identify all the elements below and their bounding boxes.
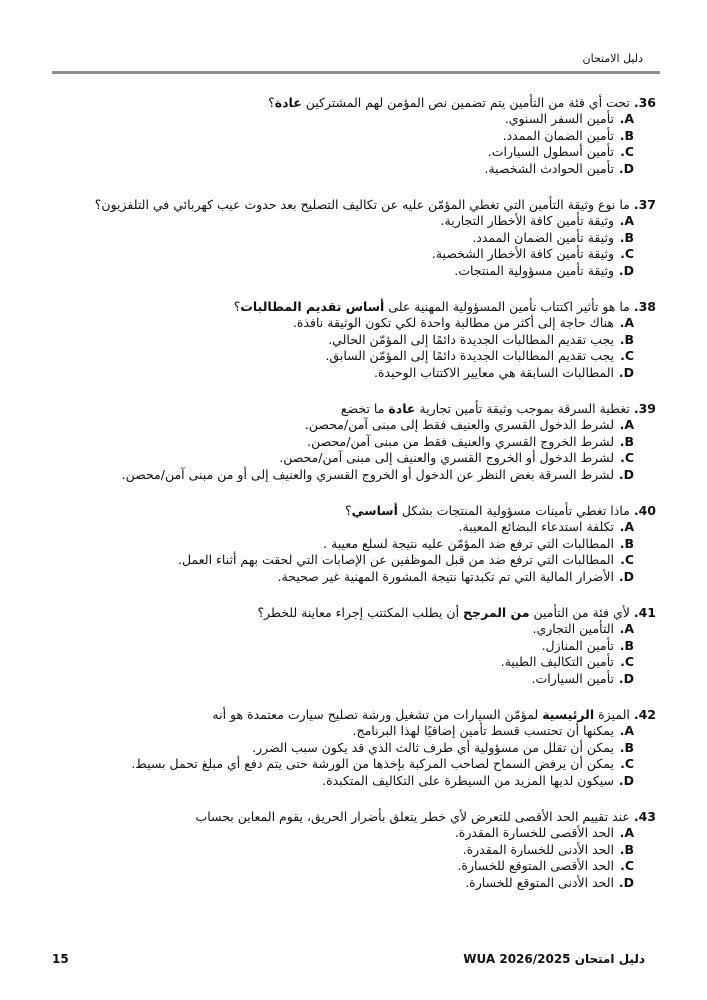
option-text: تأمين الحوادث الشخصية. <box>484 160 615 176</box>
question-text <box>195 809 629 824</box>
question-number: 41. <box>633 605 656 620</box>
option-letter: A. <box>619 519 634 534</box>
option-text: وثيقة تأمين مسؤولية المنتجات. <box>454 262 615 278</box>
option-text: يجب تقديم المطالبات الجديدة دائمًا إلى المؤمّن الحالي. <box>328 331 615 347</box>
option-text: التأمين التجاري. <box>532 621 615 636</box>
option-text: يمكن أن تقلل من مسؤولية أي طرف ثالث الذي قد يكون سبب الضرر. <box>252 739 615 755</box>
question-text-part: لأي فئة من التأمين <box>529 605 630 620</box>
question-number: 42. <box>633 707 656 722</box>
question-text <box>234 299 630 314</box>
option-text: وثيقة تأمين كافة الأخطار التجارية. <box>440 213 615 228</box>
option-letter: D. <box>618 364 634 380</box>
question-stem <box>48 706 656 723</box>
answer-options <box>48 417 656 483</box>
answer-options <box>48 723 656 789</box>
question-emphasis: من المرجح <box>463 605 530 620</box>
option-text: يمكن أن يرفض السماح لصاحب المركبة بإخذها من الورشة حتى يتم دفع أي مبلغ تحمل بسيط. <box>131 756 615 771</box>
answer-option <box>48 671 634 688</box>
option-text: الحد الأقصى المتوقع للخسارة. <box>457 858 615 873</box>
answer-option <box>48 246 634 263</box>
question-emphasis: عادة <box>274 95 302 110</box>
option-letter: B. <box>619 739 634 755</box>
question-stem <box>48 400 656 417</box>
option-letter: A. <box>619 315 634 330</box>
questions-list <box>48 94 656 910</box>
question-text <box>212 707 629 722</box>
running-header: دليل الامتحان <box>582 52 643 65</box>
option-letter: D. <box>618 568 634 584</box>
option-letter: A. <box>619 111 634 126</box>
question-text-part: ؟ <box>268 95 275 110</box>
answer-option <box>48 842 634 859</box>
option-text: تأمين السفر السنوي. <box>504 111 615 126</box>
answer-option <box>48 552 634 569</box>
question-text-part: ؟ <box>233 299 241 314</box>
answer-option <box>48 519 634 536</box>
option-text: يمكنها أن تحتسب قسط تأمين إضافيًا لهذا البرنامج. <box>352 723 615 738</box>
question-emphasis: أساسي <box>351 503 398 518</box>
question-text-part: الميزة <box>594 707 630 722</box>
option-text: المطالبات التي ترفع ضد المؤمّن عليه نتيجة لسلع معيبة . <box>323 535 615 551</box>
answer-option <box>48 536 634 553</box>
option-letter: D. <box>618 466 634 482</box>
question-item <box>48 94 656 177</box>
question-number: 38. <box>633 299 656 314</box>
answer-option <box>48 467 634 484</box>
answer-option <box>48 213 634 230</box>
question-text-part: عند تقييم الحد الأقصى للتعرض لأي خطر يتعلق بأضرار الحريق، يقوم المعاين بحساب <box>195 809 630 824</box>
question-stem <box>48 604 656 621</box>
option-text: تأمين السيارات. <box>531 670 615 686</box>
option-text: وثيقة تأمين كافة الأخطار الشخصية. <box>431 246 615 261</box>
question-item <box>48 604 656 687</box>
answer-option <box>48 723 634 740</box>
question-item <box>48 400 656 483</box>
answer-options <box>48 111 656 177</box>
answer-options <box>48 315 656 381</box>
answer-option <box>48 569 634 586</box>
question-stem <box>48 196 656 213</box>
answer-option <box>48 654 634 671</box>
answer-option <box>48 756 634 773</box>
question-text <box>345 503 630 518</box>
option-letter: B. <box>619 229 634 245</box>
answer-option <box>48 825 634 842</box>
answer-option <box>48 332 634 349</box>
option-letter: D. <box>618 262 634 278</box>
question-text <box>341 401 630 416</box>
answer-option <box>48 875 634 892</box>
answer-option <box>48 450 634 467</box>
answer-option <box>48 315 634 332</box>
option-letter: B. <box>619 841 634 857</box>
question-text <box>257 605 629 620</box>
option-letter: B. <box>619 637 634 653</box>
answer-options <box>48 213 656 279</box>
question-text-part: ما نوع وثيقة التأمين التي تغطي المؤمّن عليه عن تكاليف التصليح بعد حدوث عيب كهربائي في التلفزيون؟ <box>94 197 630 212</box>
question-stem <box>48 94 656 111</box>
question-item <box>48 196 656 279</box>
option-letter: C. <box>620 552 634 567</box>
option-letter: A. <box>619 417 634 432</box>
answer-option <box>48 638 634 655</box>
question-number: 36. <box>633 95 656 110</box>
header-divider <box>52 71 660 74</box>
footer-title: دليل امتحان WUA 2026/2025 <box>463 952 645 966</box>
option-text: لشرط السرقة بغض النظر عن الدخول أو الخروج القسري والعنيف إلى أو من مبنى آمن/محصن. <box>121 466 615 482</box>
question-stem <box>48 502 656 519</box>
question-number: 40. <box>633 503 656 518</box>
question-item <box>48 706 656 789</box>
option-text: تأمين الضمان الممدد. <box>502 127 615 143</box>
question-number: 37. <box>633 197 656 212</box>
option-text: الحد الأدنى للخسارة المقدرة. <box>462 841 615 857</box>
question-stem <box>48 298 656 315</box>
question-emphasis: عادة <box>388 401 416 416</box>
question-text-part: ؟ <box>345 503 352 518</box>
option-letter: D. <box>618 160 634 176</box>
question-text-part: ما هو تأثير اكتتاب تأمين المسؤولية المهنية على <box>384 299 630 314</box>
option-text: لشرط الدخول القسري والعنيف فقط إلى مبنى آمن/محصن. <box>304 417 615 432</box>
option-text: تأمين المنازل. <box>541 637 615 653</box>
option-text: لشرط الخروج القسري والعنيف فقط من مبنى آمن/محصن. <box>307 433 615 449</box>
option-letter: C. <box>620 858 634 873</box>
option-text: الأضرار المالية التي تم تكبدتها نتيجة المشورة المهنية غير صحيحة. <box>277 568 615 584</box>
answer-option <box>48 128 634 145</box>
option-letter: B. <box>619 535 634 551</box>
answer-options <box>48 825 656 891</box>
option-letter: C. <box>620 144 634 159</box>
option-letter: B. <box>619 331 634 347</box>
answer-option <box>48 263 634 280</box>
answer-option <box>48 858 634 875</box>
option-text: تكلفة استدعاء البضائع المعيبة. <box>458 519 615 534</box>
option-text: المطالبات التي ترفع ضد من قبل الموظفين عن الإصابات التي لحقت بهم أثناء العمل. <box>178 552 615 567</box>
question-text <box>268 95 630 110</box>
page-number: 15 <box>52 952 69 966</box>
answer-option <box>48 740 634 757</box>
option-text: تأمين التكاليف الطبية. <box>500 654 615 669</box>
answer-option <box>48 230 634 247</box>
answer-option <box>48 434 634 451</box>
option-text: المطالبات السابقة هي معايير الاكتتاب الوحيدة. <box>373 364 615 380</box>
option-text: تأمين أسطول السيارات. <box>487 144 615 159</box>
question-item <box>48 298 656 381</box>
option-letter: A. <box>619 213 634 228</box>
option-text: سيكون لديها المزيد من السيطرة على التكاليف المتكبدة. <box>322 772 615 788</box>
option-letter: A. <box>619 723 634 738</box>
answer-option <box>48 365 634 382</box>
answer-options <box>48 519 656 585</box>
answer-option <box>48 144 634 161</box>
question-text-part: ما تخضع <box>340 401 389 416</box>
answer-options <box>48 621 656 687</box>
option-text: لشرط الدخول أو الخروج القسري والعنيف إلى مبنى آمن/محصن. <box>279 450 615 465</box>
option-letter: C. <box>620 450 634 465</box>
question-text-part: أن يطلب المكتتب إجراء معاينة للخطر؟ <box>257 605 464 620</box>
option-letter: C. <box>620 348 634 363</box>
question-item <box>48 808 656 891</box>
option-text: يجب تقديم المطالبات الجديدة دائمًا إلى المؤمّن السابق. <box>325 348 615 363</box>
question-text <box>95 197 630 212</box>
option-letter: D. <box>618 670 634 686</box>
option-letter: B. <box>619 433 634 449</box>
option-letter: C. <box>620 246 634 261</box>
option-text: الحد الأقصى للخسارة المقدرة. <box>454 825 615 840</box>
answer-option <box>48 348 634 365</box>
answer-option <box>48 161 634 178</box>
question-emphasis: الرئيسية <box>542 707 595 722</box>
question-number: 43. <box>633 809 656 824</box>
question-item <box>48 502 656 585</box>
option-text: الحد الأدنى المتوقع للخسارة. <box>465 874 615 890</box>
question-number: 39. <box>633 401 656 416</box>
answer-option <box>48 621 634 638</box>
question-text-part: لمؤمّن السيارات من تشغيل ورشة تصليح سيارت معتمدة هو أنه <box>212 707 543 722</box>
option-letter: A. <box>619 621 634 636</box>
question-text-part: ماذا تغطي تأمينات مسؤولية المنتجات بشكل <box>397 503 630 518</box>
question-stem <box>48 808 656 825</box>
option-letter: D. <box>618 772 634 788</box>
question-emphasis: أساس تقديم المطالبات <box>240 299 385 314</box>
answer-option <box>48 773 634 790</box>
option-letter: B. <box>619 127 634 143</box>
question-text-part: تحت أي فئة من التأمين يتم تضمين نص المؤمن لهم المشتركين <box>301 95 630 110</box>
option-text: هناك حاجة إلى أكثر من مطالبة واحدة لكي تكون الوثيقة نافذة. <box>292 315 615 330</box>
option-letter: C. <box>620 756 634 771</box>
answer-option <box>48 417 634 434</box>
answer-option <box>48 111 634 128</box>
question-text-part: تغطية السرقة بموجب وثيقة تأمين تجارية <box>415 401 630 416</box>
option-letter: C. <box>620 654 634 669</box>
option-text: وثيقة تأمين الضمان الممدد. <box>472 229 615 245</box>
option-letter: A. <box>619 825 634 840</box>
option-letter: D. <box>618 874 634 890</box>
